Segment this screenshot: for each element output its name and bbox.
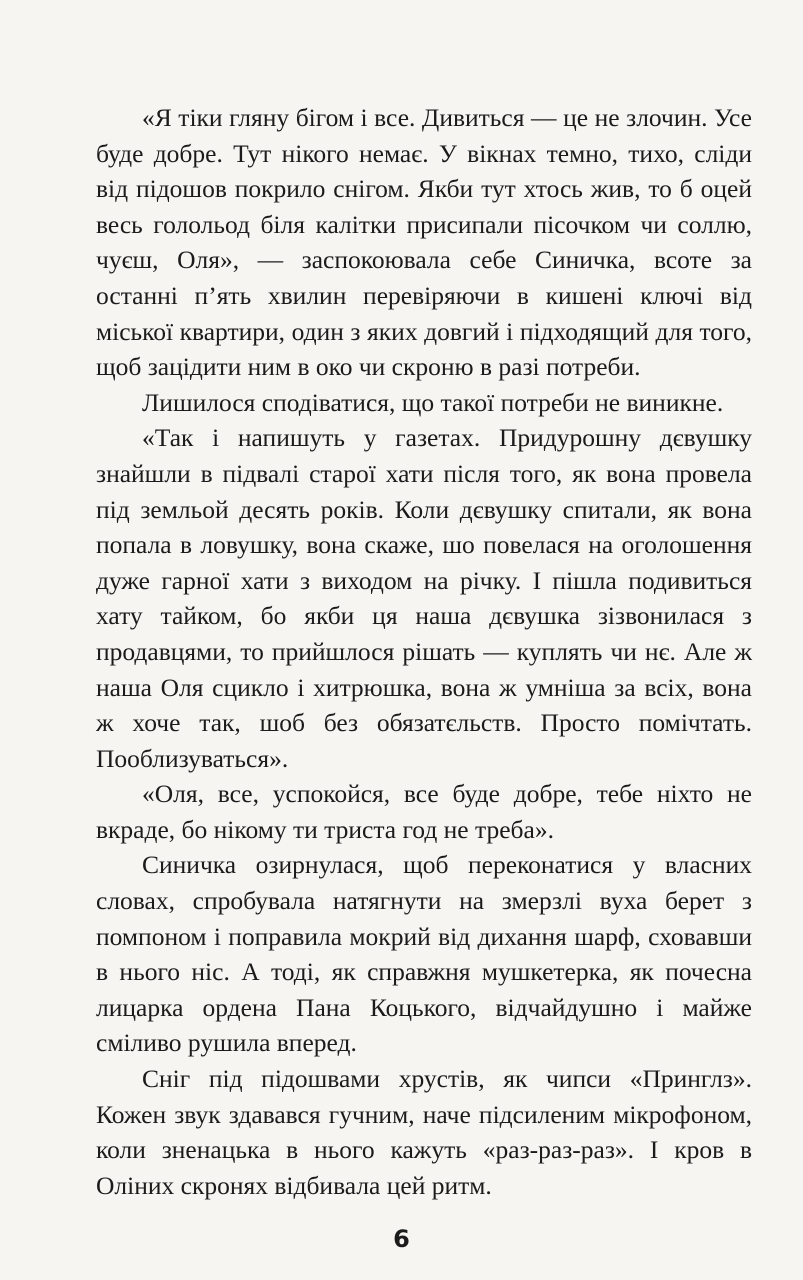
paragraph-3: «Так і напишуть у газетах. Придурошну дєвушку знайшли в підвалі старої хати після того, як вона провела під земльой десять років. Коли дєвушку спитали, як вона попала в ловушку, вона скаже, шо повелася на оголошення дуже гарної хати з виходом на річку. І пішла подивиться хату тайком, бо якби ця наша дєвушка зізвонилася з продавцями, то прийшлося рішать — куплять чи нє. Але ж наша Оля сцикло і хитрюшка, вона ж умніша за всіх, вона ж хоче так, шоб без обязатєльств. Просто помічтать. Пооблизуваться». [96,423,752,773]
page-number: 6 [393,1225,410,1253]
paragraph-2: Лишилося сподіватися, що такої потреби не виникне. [142,387,724,417]
paragraph-4: «Оля, все, успокойся, все буде добре, тебе ніхто не вкраде, бо нікому ти триста год не треба». [96,779,752,844]
paragraph-6: Сніг під підошвами хрустів, як чипси «Принглз». Кожен звук здавався гучним, наче підсиленим мікрофоном, коли зненацька в нього кажуть «раз-раз-раз». І кров в Оліних скронях відбивала цей ритм. [96,1064,752,1200]
paragraph-1: «Я тіки гляну бігом і все. Дивиться — це не злочин. Усе буде добре. Тут нікого немає. У вікнах темно, тихо, сліди від підошов покрило снігом. Якби тут хтось жив, то б оцей весь голольод біля калітки присипали пісочком чи соллю, чуєш, Оля», — заспокоювала себе Синичка, всоте за останні п’ять хвилин перевіряючи в кишені ключі від міської квартири, один з яких довгий і підходящий для того, щоб зацідити ним в око чи скроню в разі потреби. [96,103,752,382]
body-text [96,100,752,1203]
paragraph-5: Синичка озирнулася, щоб переконатися у власних словах, спробувала натягнути на змерзлі вуха берет з помпоном і поправила мокрий від дихання шарф, сховавши в нього ніс. А тоді, як справжня мушкетерка, як почесна лицарка ордена Пана Коцького, відчайдушно і майже сміливо рушила вперед. [96,850,752,1058]
